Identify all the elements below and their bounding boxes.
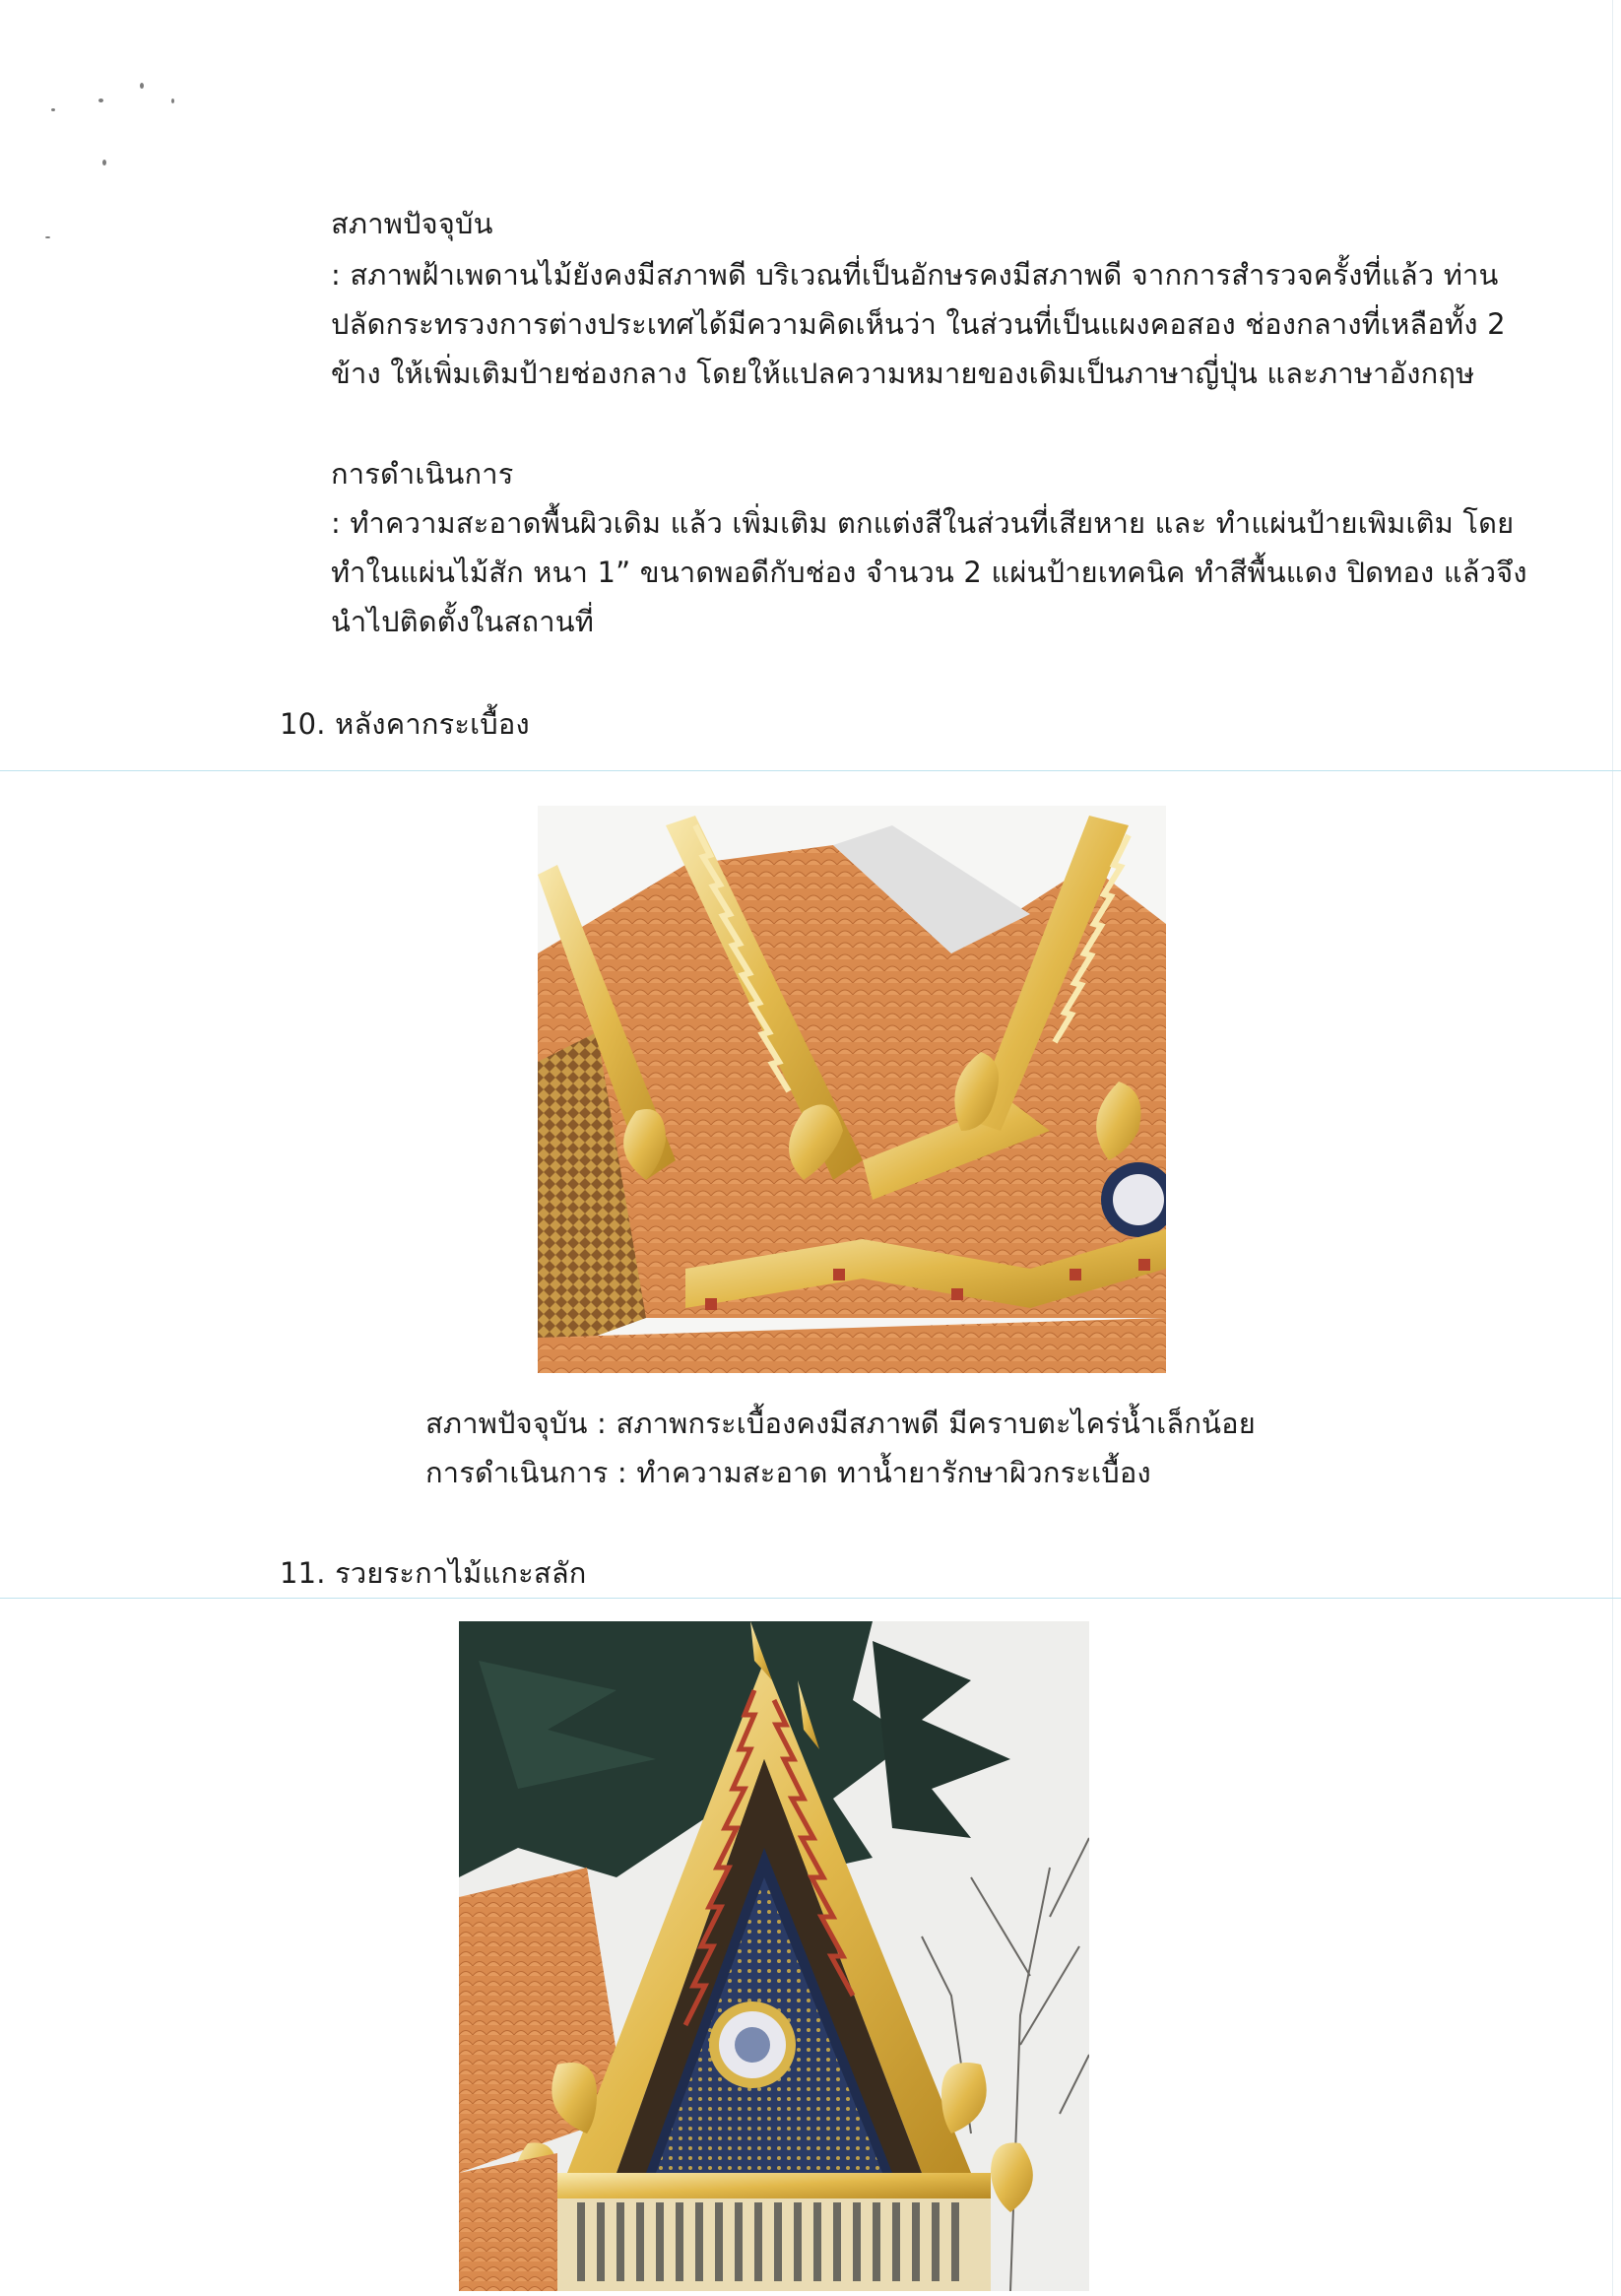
carved-gable-photo <box>459 1621 1089 2291</box>
current-condition-line-2: ปลัดกระทรวงการต่างประเทศได้มีความคิดเห็นว่า ในส่วนที่เป็นแผงคอสอง ช่องกลางที่เหลือทั้ง 2 <box>331 307 1506 341</box>
scan-speck <box>102 160 106 165</box>
action-line-2: ทำในแผ่นไม้สัก หนา 1” ขนาดพอดีกับช่อง จำนวน 2 แผ่นป้ายเทคนิค ทำสีพื้นแดง ปิดทอง แล้วจึง <box>331 556 1527 589</box>
roof-tiles-photo <box>538 806 1166 1373</box>
current-condition-line-1: : สภาพฝ้าเพดานไม้ยังคงมีสภาพดี บริเวณที่เป็นอักษรคงมีสภาพดี จากการสำรวจครั้งที่แล้ว ท่าน <box>331 258 1499 292</box>
page-edge-line <box>1612 0 1613 2296</box>
action-heading: การดำเนินการ <box>331 457 514 491</box>
action-line-3: นำไปติดตั้งในสถานที่ <box>331 605 595 638</box>
section-11-heading: 11. รวยระกาไม้แกะสลัก <box>280 1556 587 1590</box>
section-10-action-caption: การดำเนินการ : ทำความสะอาด ทาน้ำยารักษาผิวกระเบื้อง <box>425 1456 1151 1489</box>
scan-speck <box>51 108 55 111</box>
section-10-heading: 10. หลังคากระเบื้อง <box>280 707 530 741</box>
current-condition-line-3: ข้าง ให้เพิ่มเติมป้ายช่องกลาง โดยให้แปลความหมายของเดิมเป็นภาษาญี่ปุ่น และภาษาอังกฤษ <box>331 357 1475 390</box>
scan-divider-line <box>0 1598 1621 1599</box>
scan-divider-line <box>0 770 1621 771</box>
section-10-current-caption: สภาพปัจจุบัน : สภาพกระเบื้องคงมีสภาพดี มีคราบตะไคร่น้ำเล็กน้อย <box>425 1407 1256 1440</box>
action-line-1: : ทำความสะอาดพื้นผิวเดิม แล้ว เพิ่มเติม ตกแต่งสีในส่วนที่เสียหาย และ ทำแผ่นป้ายเพิมเติม โดย <box>331 506 1515 540</box>
scan-speck <box>98 98 103 102</box>
scan-speck <box>171 98 174 103</box>
scan-speck <box>140 83 144 89</box>
scan-speck <box>45 236 50 238</box>
current-condition-heading: สภาพปัจจุบัน <box>331 207 493 240</box>
